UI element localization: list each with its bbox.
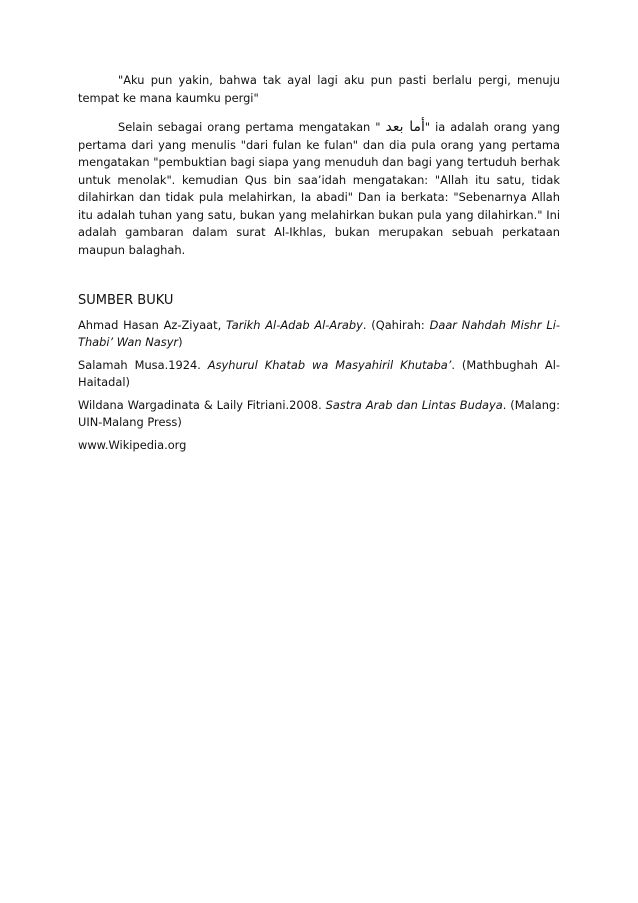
reference-item bbox=[78, 357, 560, 391]
reference-publisher-prefix: . (Qahirah: bbox=[362, 318, 430, 332]
body-text-before-arabic: Selain sebagai orang pertama mengatakan " bbox=[118, 120, 386, 134]
reference-website[interactable]: www.Wikipedia.org bbox=[78, 438, 187, 452]
reference-author: Wildana Wargadinata & Laily Fitriani.2008. bbox=[78, 398, 326, 412]
reference-list bbox=[78, 317, 560, 454]
reference-publisher: . (Mathbughah Al-Haitadal) bbox=[78, 358, 560, 389]
document-page bbox=[78, 72, 560, 454]
body-text-after-arabic: " ia adalah orang yang pertama dari yang menulis "dari fulan ke fulan" dan dia pula orang yang pertama mengatakan "pembuktian bagi siapa yang menuduh dan bagi yang tertuduh berhak untuk menolak". kemudian Qus bin saa’idah mengatakan: "Allah itu satu, tidak dilahirkan dan tidak pula melahirkan, Ia abadi" Dan ia berkata: "Sebenarnya Allah itu adalah tuhan yang satu, bukan yang melahirkan bukan pula yang dilahirkan." Ini adalah gambaran dalam surat Al-Ikhlas, bukan merupakan sebuah perkataan maupun balaghah. bbox=[78, 120, 560, 257]
reference-author: Ahmad Hasan Az-Ziyaat, bbox=[78, 318, 227, 332]
reference-item bbox=[78, 397, 560, 431]
reference-item bbox=[78, 317, 560, 351]
reference-title: Sastra Arab dan Lintas Budaya bbox=[325, 398, 503, 412]
arabic-phrase: أما بعد bbox=[385, 119, 425, 135]
reference-author: Salamah Musa.1924. bbox=[78, 358, 208, 372]
reference-closing: ) bbox=[178, 335, 183, 349]
reference-title: Tarikh Al-Adab Al-Araby bbox=[226, 318, 363, 332]
reference-publisher: Daar Nahdah Mishr Li-Thabi’ Wan Nasyr bbox=[78, 318, 560, 349]
sources-heading: SUMBER BUKU bbox=[78, 293, 174, 308]
body-paragraph bbox=[78, 119, 560, 259]
quote-paragraph: "Aku pun yakin, bahwa tak ayal lagi aku pun pasti berlalu pergi, menuju tempat ke mana kaumku pergi" bbox=[78, 73, 560, 105]
reference-title: Asyhurul Khatab wa Masyahiril Khutaba’ bbox=[207, 358, 452, 372]
reference-publisher: . (Malang: UIN-Malang Press) bbox=[78, 398, 560, 429]
